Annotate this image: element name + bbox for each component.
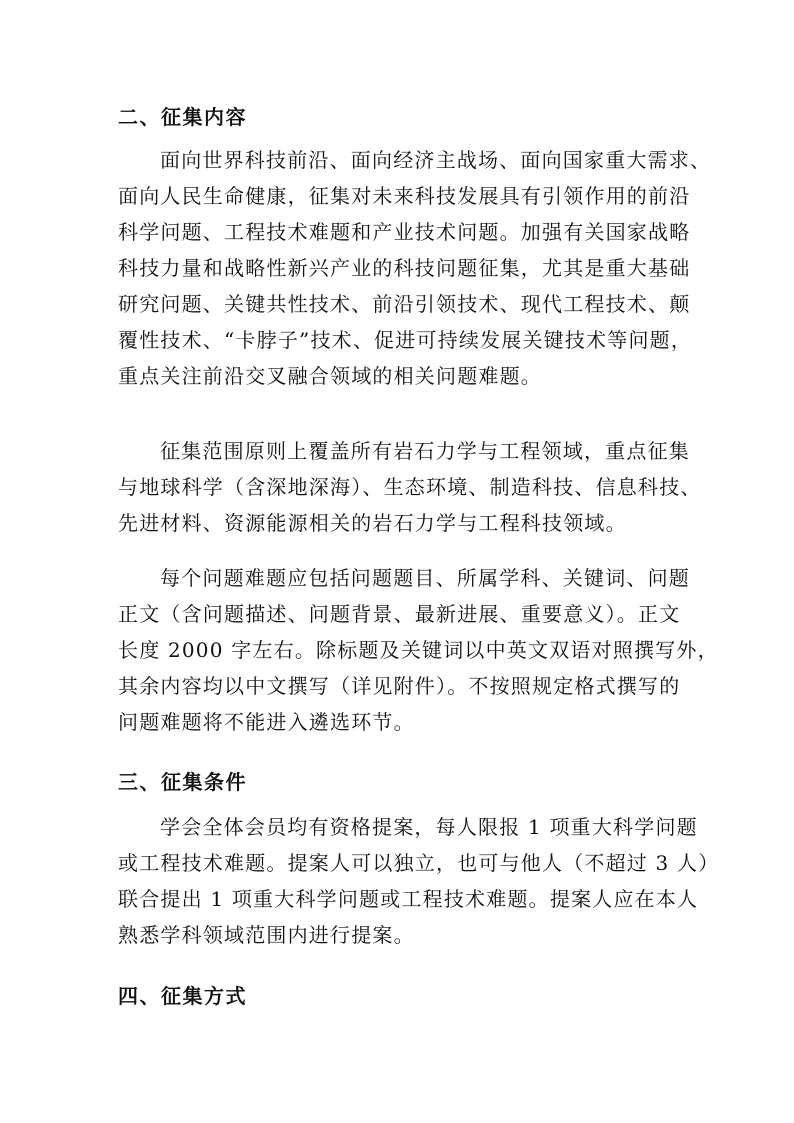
paragraph-content-scope [118, 142, 712, 394]
paragraph-line: 先进材料、资源能源相关的岩石力学与工程科技领域。 [118, 511, 627, 535]
paragraph-line: 联合提出 1 项重大科学问题或工程技术难题。提案人应在本人 [118, 887, 699, 911]
paragraph-line: 面向人民生命健康，征集对未来科技发展具有引领作用的前沿 [118, 184, 691, 208]
paragraph-line: 征集范围原则上覆盖所有岩石力学与工程领域，重点征集 [160, 439, 690, 463]
paragraph-line: 与地球科学（含深地深海）、生态环境、制造科技、信息科技、 [118, 475, 702, 499]
paragraph-line: 每个问题难题应包括问题题目、所属学科、关键词、问题 [160, 566, 690, 590]
paragraph-collection-range [118, 433, 702, 541]
paragraph-eligibility [118, 809, 720, 953]
paragraph-line: 科学问题、工程技术难题和产业技术问题。加强有关国家战略 [118, 220, 691, 244]
paragraph-line: 覆性技术、“卡脖子”技术、促进可持续发展关键技术等问题， [118, 328, 693, 352]
section-heading-content: 二、征集内容 [118, 105, 247, 129]
section-heading-conditions: 三、征集条件 [118, 770, 247, 794]
paragraph-line: 长度 2000 字左右。除标题及关键词以中英文双语对照撰写外， [118, 638, 719, 662]
section-heading-method: 四、征集方式 [118, 984, 247, 1008]
paragraph-line: 研究问题、关键共性技术、前沿引领技术、现代工程技术、颠 [118, 292, 691, 316]
paragraph-line: 或工程技术难题。提案人可以独立，也可与他人（不超过 3 人） [118, 851, 720, 875]
paragraph-line: 面向世界科技前沿、面向经济主战场、面向国家重大需求、 [160, 148, 712, 172]
paragraph-problem-format [118, 560, 719, 740]
paragraph-line: 重点关注前沿交叉融合领域的相关问题难题。 [118, 364, 542, 388]
paragraph-line: 其余内容均以中文撰写（详见附件）。不按照规定格式撰写的 [118, 674, 681, 698]
paragraph-line: 科技力量和战略性新兴产业的科技问题征集，尤其是重大基础 [118, 256, 691, 280]
paragraph-line: 熟悉学科领域范围内进行提案。 [118, 923, 415, 947]
paragraph-line: 问题难题将不能进入遴选环节。 [118, 710, 415, 734]
paragraph-line: 正文（含问题描述、问题背景、最新进展、重要意义）。正文 [118, 602, 681, 626]
paragraph-line: 学会全体会员均有资格提案，每人限报 1 项重大科学问题 [160, 815, 698, 839]
